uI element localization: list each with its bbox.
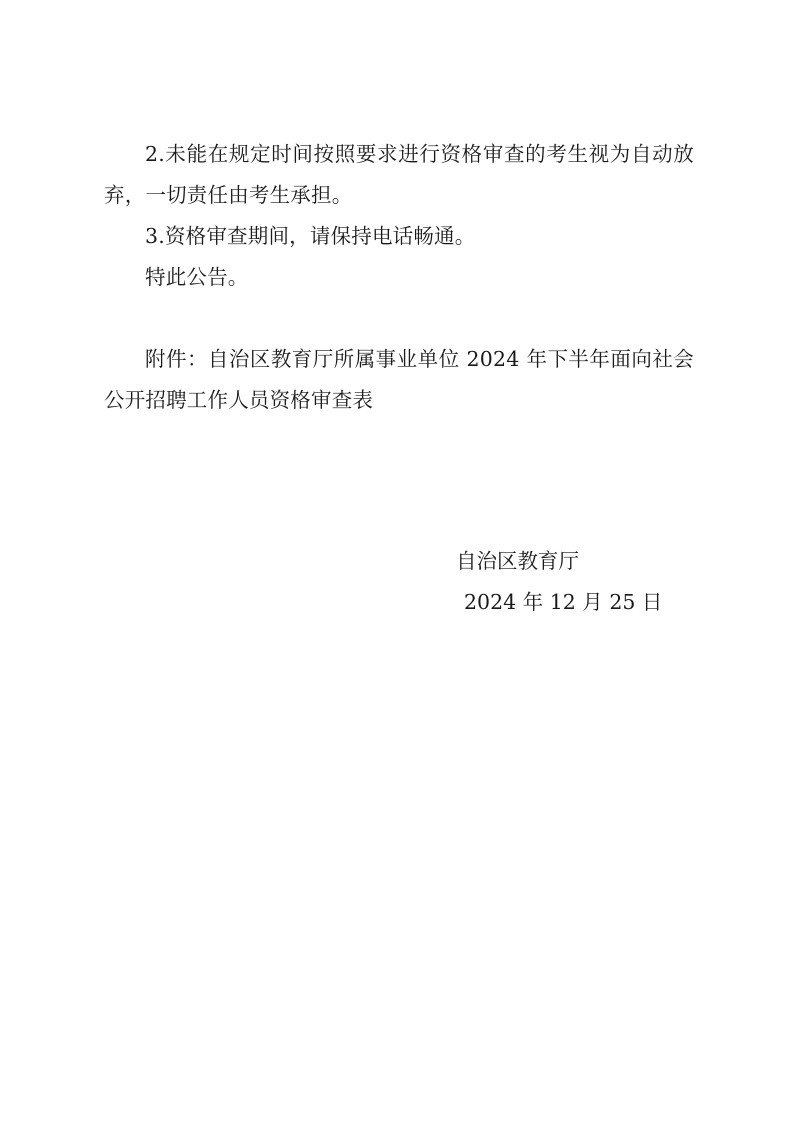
signature-gap: [104, 421, 694, 541]
attachment-line: 附件：自治区教育厅所属事业单位 2024 年下半年面向社会公开招聘工作人员资格审查表: [104, 347, 694, 412]
signature-issuer: 自治区教育厅: [456, 549, 579, 573]
paragraph-item-3: 3.资格审查期间，请保持电话畅通。: [145, 224, 476, 248]
paragraph-item-2: 2.未能在规定时间按照要求进行资格审查的考生视为自动放弃，一切责任由考生承担。: [104, 142, 694, 207]
document-body: [104, 134, 694, 623]
paragraph-gap: [104, 298, 694, 339]
signature-block: [104, 541, 694, 623]
signature-date: 2024 年 12 月 25 日: [464, 590, 663, 614]
paragraph-notice-closing: 特此公告。: [145, 265, 249, 289]
